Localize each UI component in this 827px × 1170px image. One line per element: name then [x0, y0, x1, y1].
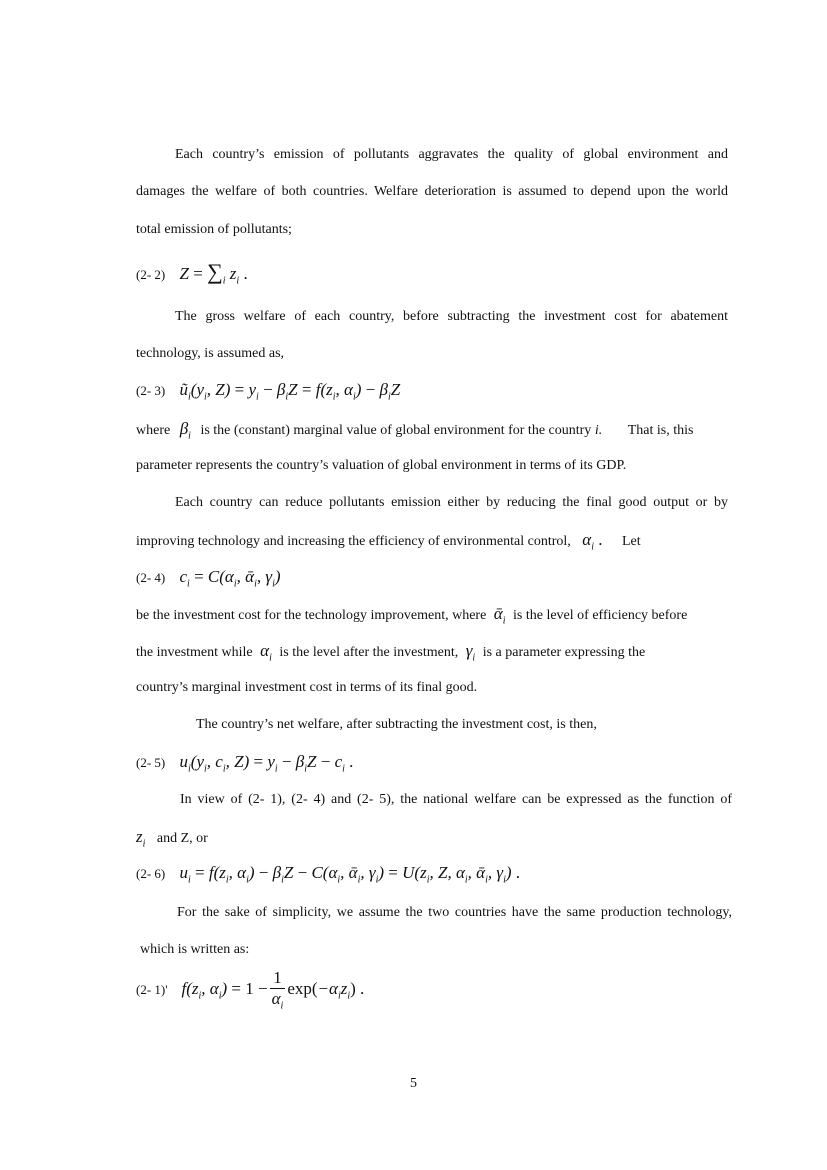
equation-2-5: [136, 752, 353, 774]
equation-number: (2- 6): [136, 866, 166, 881]
equation-formula: $ũ_i(y_i$, $Z) = y_i - \beta_iZ = f(z_i$, $\alpha_i) - \beta_iZ$: [179, 380, 401, 403]
text-country-i: i.: [594, 423, 603, 438]
symbol-beta-i: $\beta_i$: [179, 419, 191, 442]
text-level-after: is the level after the investment,: [279, 645, 459, 660]
text-investment-while: the investment while: [136, 645, 253, 660]
text-where: where: [136, 423, 171, 438]
paragraph-2-line-1: The gross welfare of each country, before subtracting the investment cost for abatement: [175, 309, 728, 324]
text-and-z-or: and Z, or: [156, 831, 208, 846]
equation-number: (2- 5): [136, 755, 166, 770]
paragraph-7-line-2: [136, 828, 728, 853]
paragraph-2-line-2: technology, is assumed as,: [136, 346, 285, 361]
page-number: 5: [410, 1076, 417, 1091]
paragraph-5-line-3: country’s marginal investment cost in terms of its final good.: [136, 680, 478, 695]
paragraph-8-line-1: For the sake of simplicity, we assume the two countries have the same production technology,: [177, 905, 732, 920]
equation-formula: $f(z_i$, $\alpha_i) = 1$ − $\frac{1}{\alpha_i}$ $\exp(-\alpha_iz_i)$ .: [181, 968, 365, 1012]
fraction-one-over-alpha: $\frac{1}{\alpha_i}$: [271, 968, 284, 1012]
text-level-before: is the level of efficiency before: [513, 608, 688, 623]
text-marginal-value: is the (constant) marginal value of global environment for the country: [200, 423, 592, 438]
text-let: Let: [622, 534, 641, 549]
paragraph-1-line-2: damages the welfare of both countries. Welfare deterioration is assumed to depend upon the world: [136, 184, 728, 199]
equation-number: (2- 4): [136, 570, 166, 585]
equation-formula: $u_i(y_i$, $c_i$, $Z) = y_i - \beta_iZ - c_i$ .: [179, 752, 354, 775]
paragraph-3-line-2: parameter represents the country’s valuation of global environment in terms of its GDP.: [136, 458, 627, 473]
equation-2-2: [136, 259, 248, 286]
paragraph-1-line-1: Each country’s emission of pollutants aggravates the quality of global environment and: [175, 147, 728, 162]
paragraph-8-line-2: which is written as:: [140, 942, 250, 957]
symbol-z-i: $z_i$: [136, 827, 146, 850]
equation-number: (2- 1)': [136, 981, 168, 997]
paragraph-4-line-2: [136, 531, 728, 556]
equation-number: (2- 3): [136, 383, 166, 398]
symbol-gamma-i: $\gamma_i$: [465, 641, 476, 664]
equation-2-1-prime: [136, 968, 364, 1011]
symbol-alpha-i: $\alpha_i$ .: [582, 530, 603, 553]
equation-formula: $Z = \sum_i$ $z_i$ .: [179, 259, 248, 287]
text-improving-technology: improving technology and increasing the efficiency of environmental control,: [136, 534, 571, 549]
paragraph-7-line-1: In view of (2- 1), (2- 4) and (2- 5), the national welfare can be expressed as the function of: [180, 792, 732, 807]
paragraph-1-line-3: total emission of pollutants;: [136, 222, 292, 237]
paragraph-5-line-2: [136, 642, 728, 667]
equation-number: (2- 2): [136, 267, 166, 282]
paragraph-3-line-1: [136, 420, 728, 445]
equation-2-3: [136, 380, 400, 402]
equation-formula: $c_i = C(\alpha_i$, ᾱ$_i$, $\gamma_i$): [179, 567, 281, 590]
text-parameter-expressing: is a parameter expressing the: [482, 645, 646, 660]
equation-formula: $u_i = f(z_i$, $\alpha_i) - \beta_iZ - C(\alpha_i$, ᾱ$_i$, $\gamma_i) = U(z_i$, Z, $\alpha_i$, ᾱ$_i$, $\gamma_i$) .: [179, 863, 521, 886]
text-investment-cost: be the investment cost for the technology improvement, where: [136, 608, 487, 623]
paragraph-4-line-1: Each country can reduce pollutants emission either by reducing the final good output or by: [175, 495, 728, 510]
symbol-alpha-i: $\alpha_i$: [260, 641, 272, 664]
equation-2-6: [136, 863, 520, 885]
text-that-is: That is, this: [627, 423, 694, 438]
paragraph-5-line-1: [136, 605, 728, 630]
paragraph-6-line-1: The country’s net welfare, after subtracting the investment cost, is then,: [196, 717, 597, 732]
equation-2-4: [136, 567, 281, 589]
symbol-alpha-bar-i: ᾱ$_i$: [493, 604, 506, 627]
